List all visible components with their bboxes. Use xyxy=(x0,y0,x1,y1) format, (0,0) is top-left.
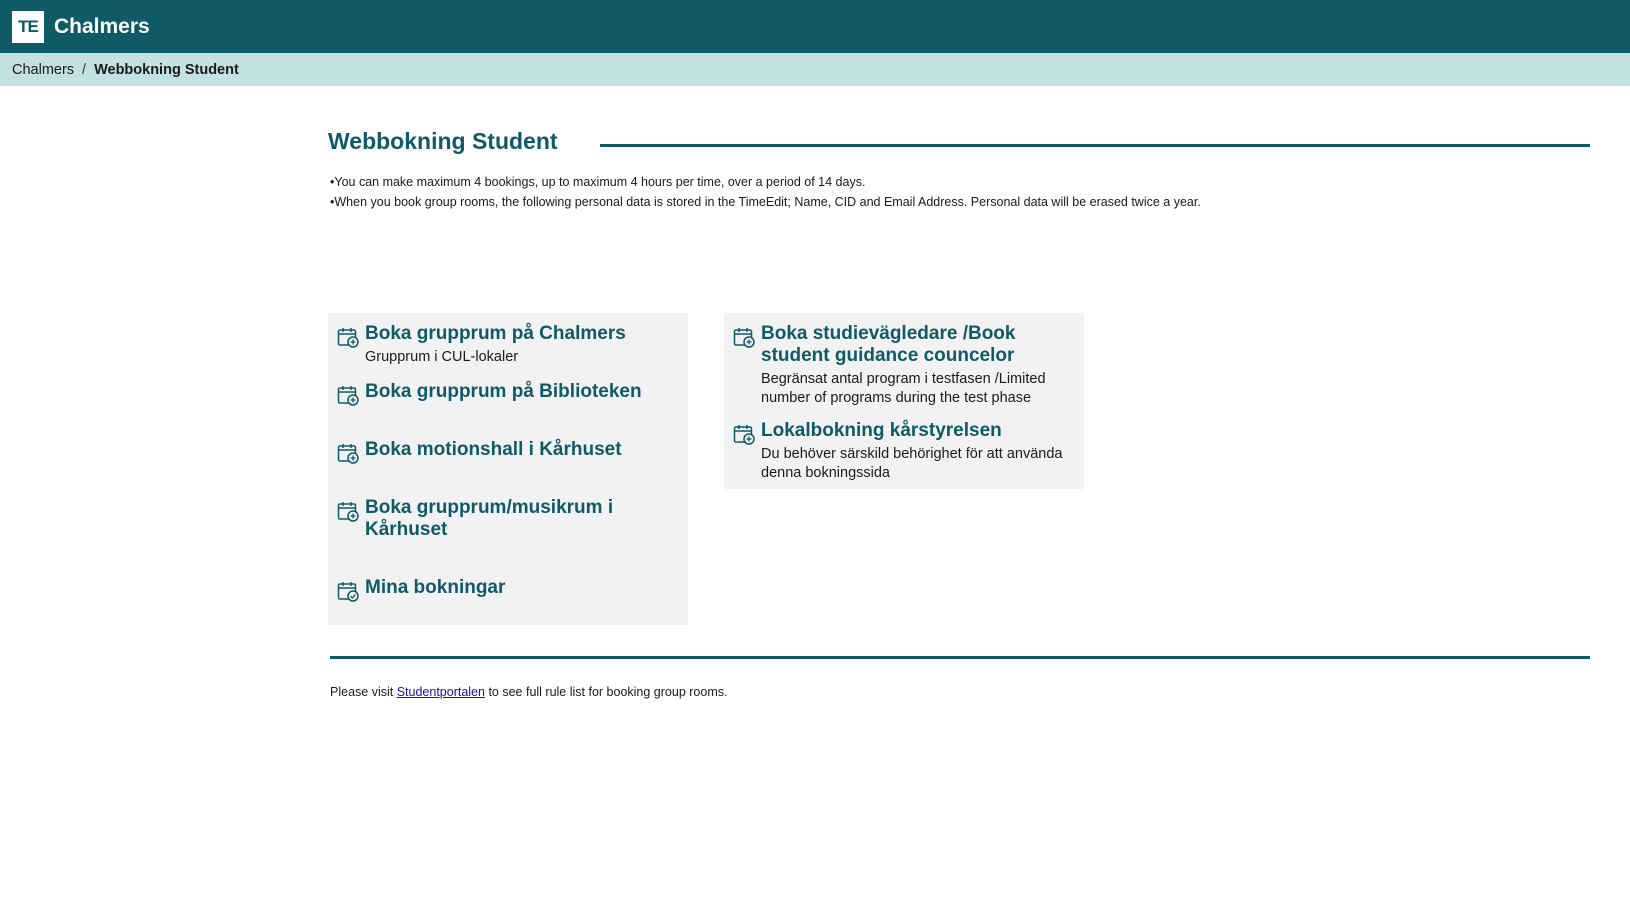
card-book-guidance-counselor[interactable] xyxy=(724,313,1084,410)
calendar-add-icon xyxy=(337,442,359,464)
card-book-chalmers-group-room[interactable] xyxy=(328,313,688,371)
card-subtitle: Grupprum i CUL-lokaler xyxy=(365,349,519,365)
booking-rules xyxy=(330,172,1201,212)
calendar-check-icon xyxy=(337,580,359,602)
card-book-music-room[interactable] xyxy=(328,487,688,567)
top-bar xyxy=(0,0,1630,53)
app-title[interactable]: Chalmers xyxy=(54,14,150,38)
card-union-board-booking[interactable] xyxy=(724,410,1084,489)
rule-line: •When you book group rooms, the following personal data is stored in the TimeEdit; Name, CID and Email Address. Personal data will be erased twice a year. xyxy=(330,195,1201,209)
footer-note xyxy=(330,685,727,699)
calendar-add-icon xyxy=(733,326,755,348)
breadcrumb-separator: / xyxy=(82,61,87,78)
timeedit-logo[interactable]: TE xyxy=(12,11,44,43)
title-divider xyxy=(600,144,1590,147)
calendar-add-icon xyxy=(337,384,359,406)
studentportalen-link[interactable]: Studentportalen xyxy=(396,685,485,699)
breadcrumb-current: Webbokning Student xyxy=(94,61,239,78)
calendar-add-icon xyxy=(337,326,359,348)
card-title: Lokalbokning kårstyrelsen xyxy=(761,420,1002,441)
card-book-library-group-room[interactable] xyxy=(328,371,688,429)
card-book-sports-hall[interactable] xyxy=(328,429,688,487)
breadcrumb xyxy=(0,53,1630,86)
calendar-add-icon xyxy=(733,423,755,445)
calendar-add-icon xyxy=(337,500,359,522)
rule-line: •You can make maximum 4 bookings, up to maximum 4 hours per time, over a period of 14 days. xyxy=(330,175,866,189)
bottom-divider xyxy=(330,656,1590,659)
footer-prefix: Please visit xyxy=(330,685,397,699)
card-title: Boka grupprum på Biblioteken xyxy=(365,381,642,402)
card-title: Boka grupprum/musikrum i Kårhuset xyxy=(365,497,614,540)
card-title: Boka grupprum på Chalmers xyxy=(365,323,626,344)
card-title: Boka studievägledare /Book student guidance councelor xyxy=(761,323,1016,366)
card-title: Boka motionshall i Kårhuset xyxy=(365,439,622,460)
footer-suffix: to see full rule list for booking group rooms. xyxy=(484,685,728,699)
card-subtitle: Du behöver särskild behörighet för att använda denna bokningssida xyxy=(761,446,1063,481)
breadcrumb-home-link[interactable]: Chalmers xyxy=(12,61,75,78)
card-subtitle: Begränsat antal program i testfasen /Limited number of programs during the test phase xyxy=(761,371,1046,406)
card-title: Mina bokningar xyxy=(365,577,506,598)
card-my-bookings[interactable] xyxy=(328,567,688,625)
page-title: Webbokning Student xyxy=(328,128,558,154)
